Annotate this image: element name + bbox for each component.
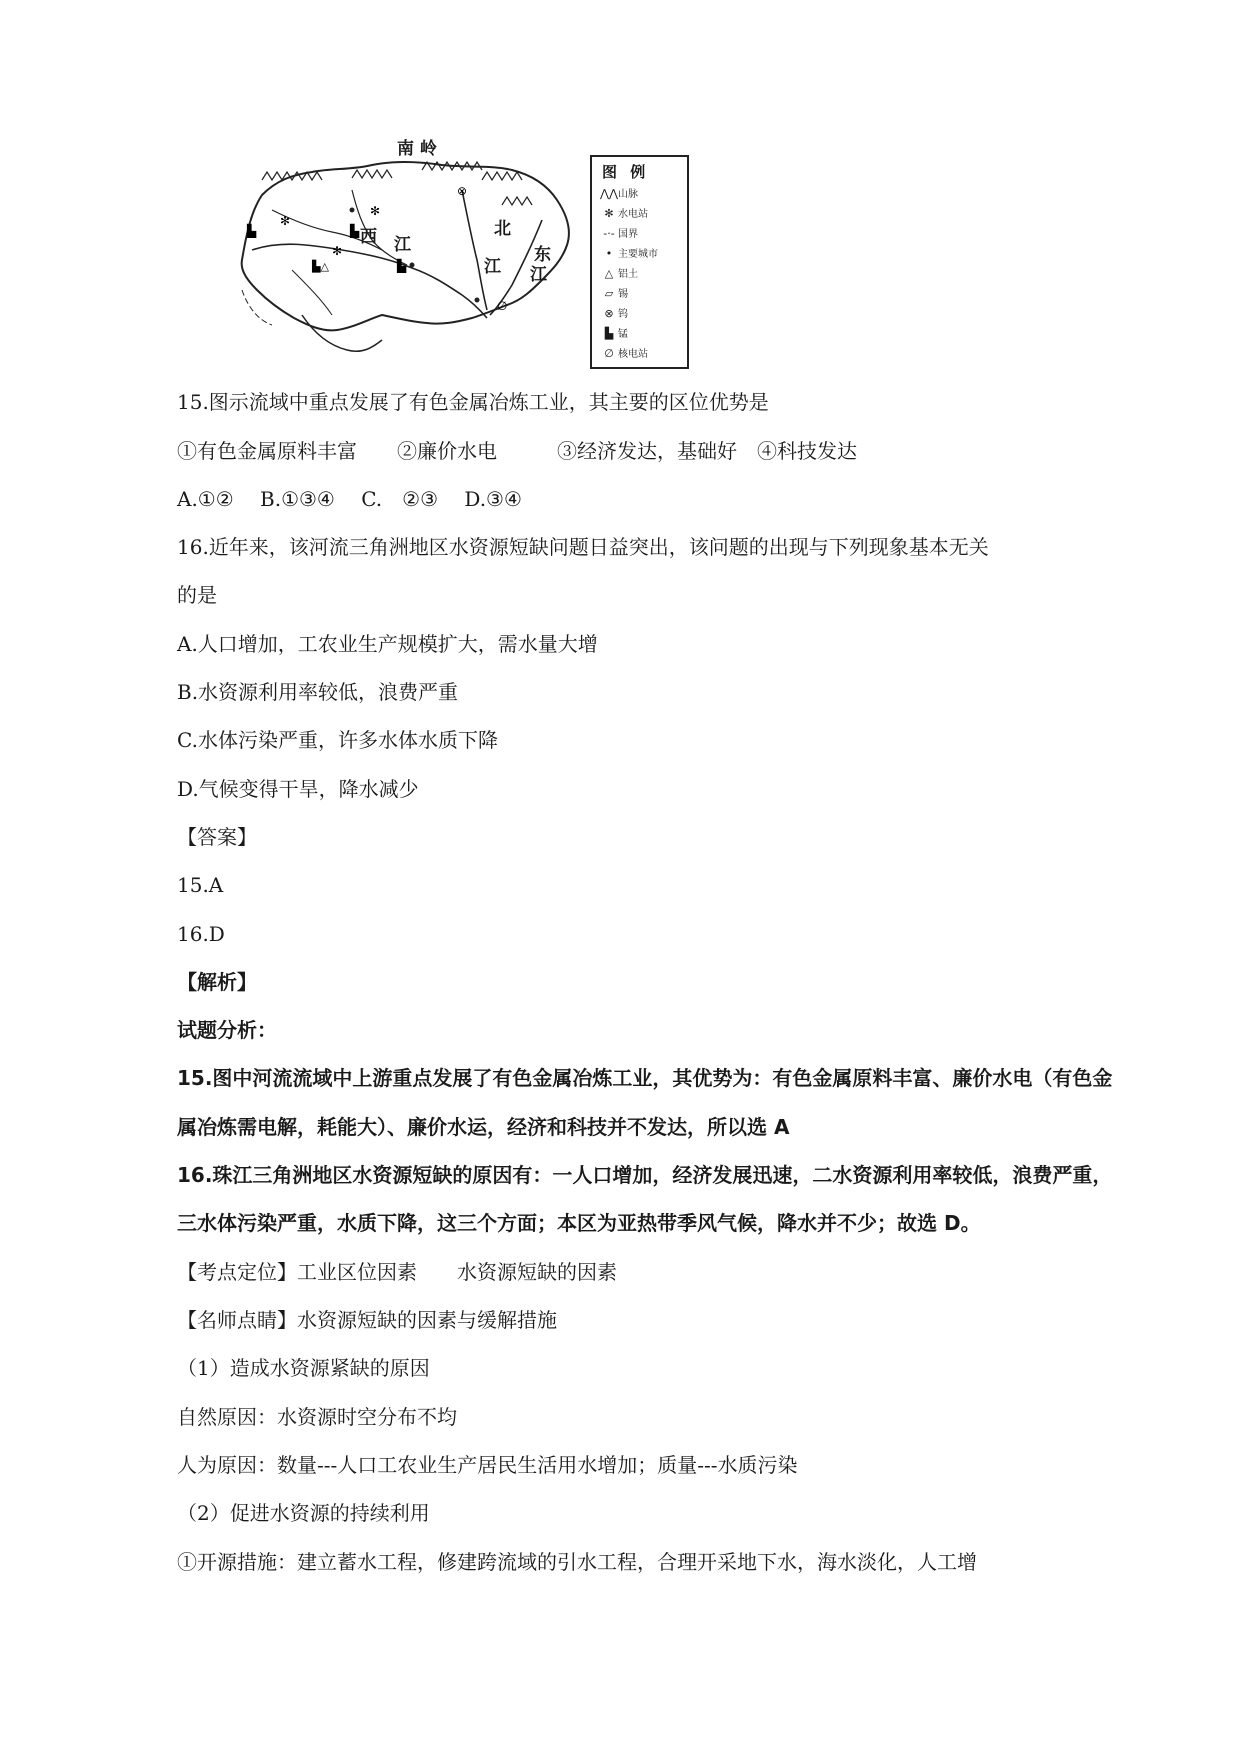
tin-icon: ▱ bbox=[604, 287, 614, 300]
question-16-option-b: B.水资源利用率较低，浪费严重 bbox=[177, 680, 459, 704]
question-16-option-a: A.人口增加，工农业生产规模扩大，需水量大增 bbox=[177, 632, 598, 656]
question-16-cont: 的是 bbox=[177, 583, 217, 607]
point-2-heading: （2）促进水资源的持续利用 bbox=[177, 1501, 430, 1525]
analysis-16-line2: 三水体污染严重，水质下降，这三个方面；本区为亚热带季风气候，降水并不少；故选 D。 bbox=[177, 1211, 981, 1235]
question-15-choices: A.①② B.①③④ C. ②③ D.③④ bbox=[177, 487, 522, 511]
tungsten-icon: ⊗ bbox=[604, 307, 614, 320]
nanling-label: 南 岭 bbox=[397, 139, 437, 159]
natural-cause: 自然原因：水资源时空分布不均 bbox=[177, 1405, 457, 1429]
measures-open-source: ①开源措施：建立蓄水工程，修建跨流域的引水工程，合理开采地下水，海水淡化，人工增 bbox=[177, 1550, 977, 1574]
border-icon: -·- bbox=[603, 227, 615, 240]
svg-text:∅: ∅ bbox=[497, 299, 508, 313]
legend-item-nuclear: ∅ 核电站 bbox=[600, 345, 648, 360]
question-16: 16.近年来，该河流三角洲地区水资源短缺问题日益突出，该问题的出现与下列现象基本无关 bbox=[177, 535, 989, 559]
answer-16: 16.D bbox=[177, 922, 225, 946]
answer-heading: 【答案】 bbox=[177, 825, 257, 849]
svg-text:▙: ▙ bbox=[397, 259, 407, 273]
legend-item-bauxite: △ 铝土 bbox=[600, 265, 638, 280]
dong-jiang-label: 江 bbox=[530, 265, 547, 285]
legend-item-border: -·- 国界 bbox=[600, 225, 638, 240]
svg-text:▙△: ▙△ bbox=[312, 260, 329, 273]
question-16-option-c: C.水体污染严重，许多水体水质下降 bbox=[177, 728, 498, 752]
legend-item-manganese: ▙ 锰 bbox=[600, 325, 628, 340]
legend-title: 图 例 bbox=[602, 163, 650, 181]
legend-item-tin: ▱ 锡 bbox=[600, 285, 628, 300]
xi-label: 西 bbox=[360, 227, 377, 247]
svg-text:✻: ✻ bbox=[280, 214, 291, 228]
answer-15: 15.A bbox=[177, 873, 224, 897]
svg-text:✻: ✻ bbox=[332, 244, 343, 258]
map-legend bbox=[590, 155, 689, 369]
dong-label: 东 bbox=[534, 245, 551, 265]
question-15: 15.图示流域中重点发展了有色金属冶炼工业，其主要的区位优势是 bbox=[177, 390, 769, 414]
svg-text:⊗: ⊗ bbox=[457, 184, 468, 198]
hydropower-icon: ✻ bbox=[604, 207, 614, 220]
legend-item-tungsten: ⊗ 钨 bbox=[600, 305, 628, 320]
analysis-heading: 【解析】 bbox=[177, 970, 257, 994]
point-1-heading: （1）造成水资源紧缺的原因 bbox=[177, 1356, 430, 1380]
question-15-options: ①有色金属原料丰富 ②廉价水电 ③经济发达，基础好 ④科技发达 bbox=[177, 439, 857, 463]
svg-text:▙: ▙ bbox=[350, 224, 360, 238]
xi-jiang-label: 江 bbox=[394, 235, 411, 255]
legend-item-city: • 主要城市 bbox=[600, 245, 658, 260]
bei-label: 北 bbox=[494, 219, 511, 239]
human-cause: 人为原因：数量---人口工农业生产居民生活用水增加；质量---水质污染 bbox=[177, 1453, 798, 1477]
svg-text:▙: ▙ bbox=[247, 224, 257, 238]
analysis-15-line2: 属冶炼需电解，耗能大）、廉价水运，经济和科技并不发达，所以选 A bbox=[177, 1115, 790, 1139]
teacher-note: 【名师点睛】水资源短缺的因素与缓解措施 bbox=[177, 1308, 557, 1332]
analysis-16-line1: 16.珠江三角洲地区水资源短缺的原因有：一人口增加，经济发展迅速，二水资源利用率较低，浪费严重， bbox=[177, 1163, 1113, 1187]
mountain-icon: ⋀⋀ bbox=[600, 187, 619, 200]
key-point: 【考点定位】工业区位因素 水资源短缺的因素 bbox=[177, 1260, 617, 1284]
analysis-subheading: 试题分析： bbox=[177, 1018, 277, 1042]
triangle-icon: △ bbox=[604, 267, 614, 280]
legend-item-mountain: ⋀⋀山脉 bbox=[600, 187, 638, 200]
question-16-option-d: D.气候变得干旱，降水减少 bbox=[177, 777, 419, 801]
city-dot-icon: • bbox=[605, 247, 613, 260]
bei-jiang-label: 江 bbox=[484, 257, 501, 277]
analysis-15-line1: 15.图中河流流域中上游重点发展了有色金属冶炼工业，其优势为：有色金属原料丰富、廉价水电（有色金 bbox=[177, 1066, 1113, 1090]
svg-text:✻: ✻ bbox=[370, 204, 381, 218]
manganese-icon: ▙ bbox=[604, 327, 614, 340]
nuclear-icon: ∅ bbox=[604, 347, 614, 360]
legend-item-hydropower: ✻ 水电站 bbox=[600, 205, 648, 220]
